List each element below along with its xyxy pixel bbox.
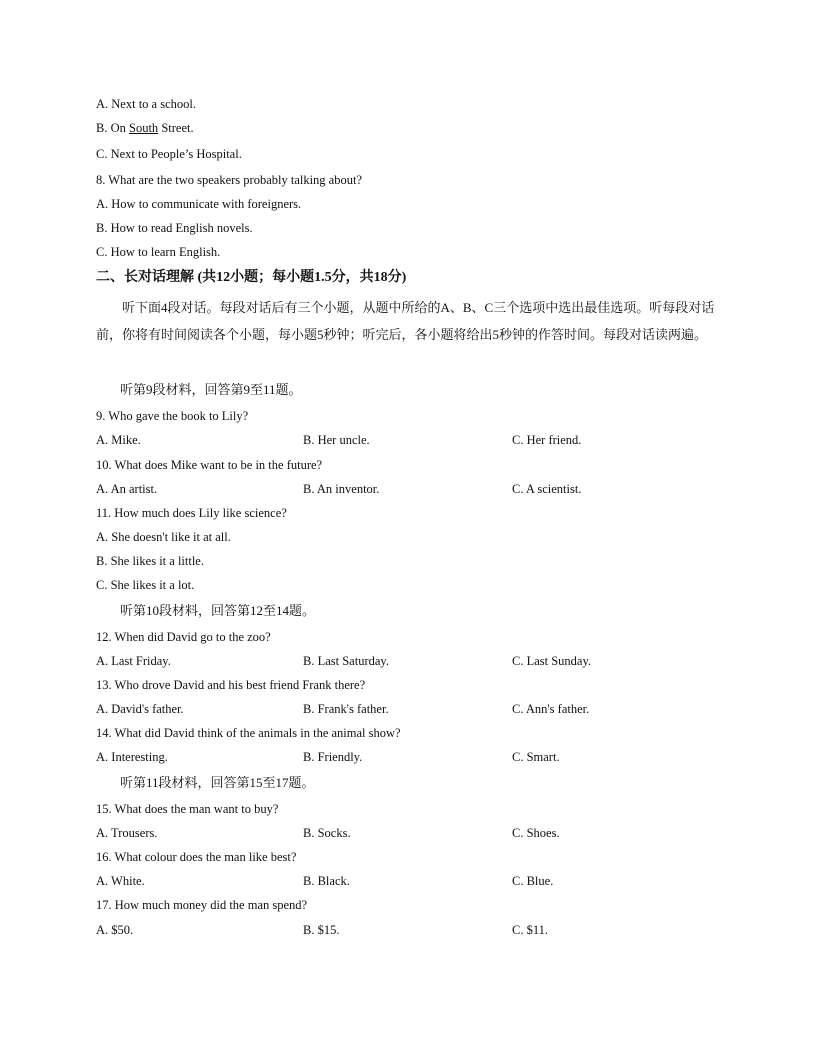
q14-option-a: A. Interesting. [96,750,168,764]
q10-option-a: A. An artist. [96,482,158,496]
q15-question: 15. What does the man want to buy? [96,802,279,816]
q12-option-b: B. Last Saturday. [303,654,389,668]
q15-option-b: B. Socks. [303,826,351,840]
q7-option-b [96,120,194,136]
q8-option-a: A. How to communicate with foreigners. [96,197,302,211]
q11-question: 11. How much does Lily like science? [96,506,287,520]
q7-option-b-suffix: Street. [158,121,194,135]
q17-option-c: C. $11. [512,923,548,937]
q9-option-a: A. Mike. [96,433,141,447]
q8-option-c: C. How to learn English. [96,245,221,259]
q13-options [96,701,716,717]
q17-options [96,922,716,938]
passage9-intro: 听第9段材料，回答第9至11题。 [120,382,302,397]
q11-option-a: A. She doesn't like it at all. [96,530,231,544]
passage10-intro: 听第10段材料，回答第12至14题。 [120,603,316,618]
q12-option-c: C. Last Sunday. [512,654,592,668]
q14-question: 14. What did David think of the animals in the animal show? [96,726,401,740]
q8-question: 8. What are the two speakers probably talking about? [96,173,363,187]
q13-question: 13. Who drove David and his best friend Frank there? [96,678,366,692]
q10-options [96,481,716,497]
q7-option-c: C. Next to People’s Hospital. [96,147,242,161]
q9-question: 9. Who gave the book to Lily? [96,409,249,423]
section-instructions: 听下面4段对话。每段对话后有三个小题，从题中所给的A、B、C三个选项中选出最佳选项。听每段对话前，你将有时间阅读各个小题，每小题5秒钟；听完后，各小题将给出5秒钟的作答时间。每段对话读两遍。 [96,300,715,342]
q7-option-b-underlined: South [129,121,159,135]
q16-question: 16. What colour does the man like best? [96,850,297,864]
q17-option-b: B. $15. [303,923,340,937]
q10-option-c: C. A scientist. [512,482,582,496]
q17-question: 17. How much money did the man spend? [96,898,308,912]
q8-option-b: B. How to read English novels. [96,221,253,235]
q16-option-b: B. Black. [303,874,350,888]
q9-option-b: B. Her uncle. [303,433,370,447]
q11-option-c: C. She likes it a lot. [96,578,195,592]
q9-option-c: C. Her friend. [512,433,582,447]
q13-option-b: B. Frank's father. [303,702,389,716]
q13-option-c: C. Ann's father. [512,702,590,716]
q13-option-a: A. David's father. [96,702,184,716]
q12-option-a: A. Last Friday. [96,654,171,668]
q12-options [96,653,716,669]
q12-question: 12. When did David go to the zoo? [96,630,271,644]
q10-question: 10. What does Mike want to be in the future? [96,458,323,472]
q10-option-b: B. An inventor. [303,482,380,496]
q15-option-a: A. Trousers. [96,826,158,840]
passage11-intro: 听第11段材料，回答第15至17题。 [120,775,315,790]
q7-option-b-prefix: B. On [96,121,129,135]
q16-option-c: C. Blue. [512,874,554,888]
q11-option-b: B. She likes it a little. [96,554,204,568]
q16-option-a: A. White. [96,874,145,888]
q14-options [96,749,716,765]
q15-options [96,825,716,841]
q17-option-a: A. $50. [96,923,134,937]
q14-option-b: B. Friendly. [303,750,363,764]
section-heading: 二、长对话理解 (共12小题；每小题1.5分，共18分) [96,270,407,285]
q16-options [96,873,716,889]
q14-option-c: C. Smart. [512,750,560,764]
q15-option-c: C. Shoes. [512,826,560,840]
q9-options [96,432,716,448]
q7-option-a: A. Next to a school. [96,97,196,111]
